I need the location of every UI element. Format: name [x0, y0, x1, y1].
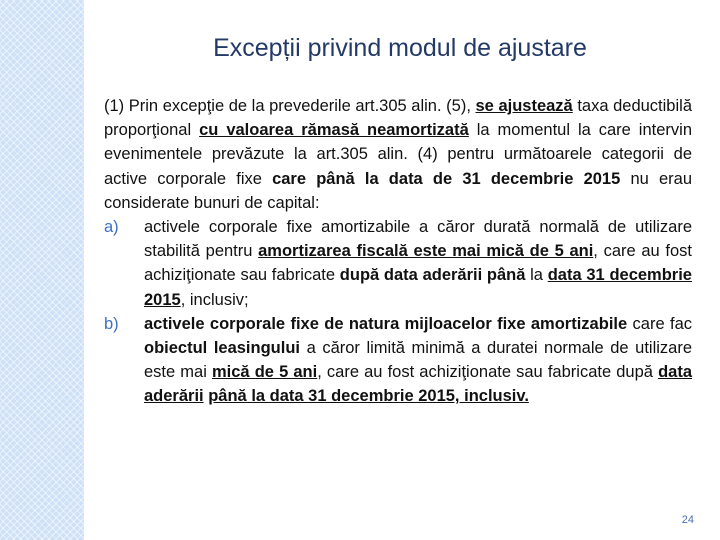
emphasis-run: mică de 5 ani — [212, 363, 318, 382]
emphasis-run: se ajustează — [475, 97, 573, 115]
text-run: , care au fost achiziţionate sau fabricate — [144, 242, 692, 285]
text-run: , inclusiv; — [180, 290, 249, 309]
bold-run: obiectul leasingului — [144, 339, 301, 358]
text-run: la momentul la care intervin evenimentele prevăzute la art.305 alin. (4) pentru următoarele categorii de active corporale fixe — [104, 121, 693, 188]
emphasis-run: data aderării — [144, 363, 692, 406]
emphasis-run: amortizarea fiscală este mai mică de 5 ani — [258, 242, 594, 261]
text-run: (1) Prin excepţie de la prevederile art.305 alin. (5), — [104, 97, 476, 115]
list-item-b — [104, 312, 692, 409]
intro-paragraph — [104, 94, 692, 215]
text-run: nu erau considerate bunuri de capital: — [104, 169, 692, 212]
emphasis-run: cu valoarea rămasă neamortizată — [199, 121, 469, 140]
text-run: , care au fost achiziţionate sau fabricate după — [317, 363, 659, 382]
bold-run: după data aderării până — [339, 266, 526, 285]
text-run: taxa deductibilă proporţional — [104, 97, 692, 140]
slide-title: Excepții privind modul de ajustare — [213, 34, 587, 62]
emphasis-run: data 31 decembrie 2015 — [144, 266, 692, 309]
text-run: care fac — [627, 314, 692, 333]
bold-run: activele corporale fixe de natura mijloacelor fixe amortizabile — [144, 314, 628, 333]
bold-run: care până la data de 31 decembrie 2015 — [272, 169, 621, 188]
emphasis-run: până la data 31 decembrie 2015, inclusiv. — [208, 387, 529, 406]
text-run: la — [525, 266, 548, 285]
list-marker-a: a) — [104, 218, 119, 237]
page-number: 24 — [681, 514, 694, 526]
list-marker-b: b) — [104, 314, 119, 333]
text-run: activele corporale fixe amortizabile a căror durată normală de utilizare stabilită pentru — [144, 218, 692, 261]
decorative-side-band — [0, 0, 84, 540]
list-item-a — [104, 215, 692, 312]
text-run: a căror limită minimă a duratei normale de utilizare este mai — [144, 339, 692, 382]
slide-content — [104, 94, 692, 409]
asset-category-list — [104, 215, 692, 409]
